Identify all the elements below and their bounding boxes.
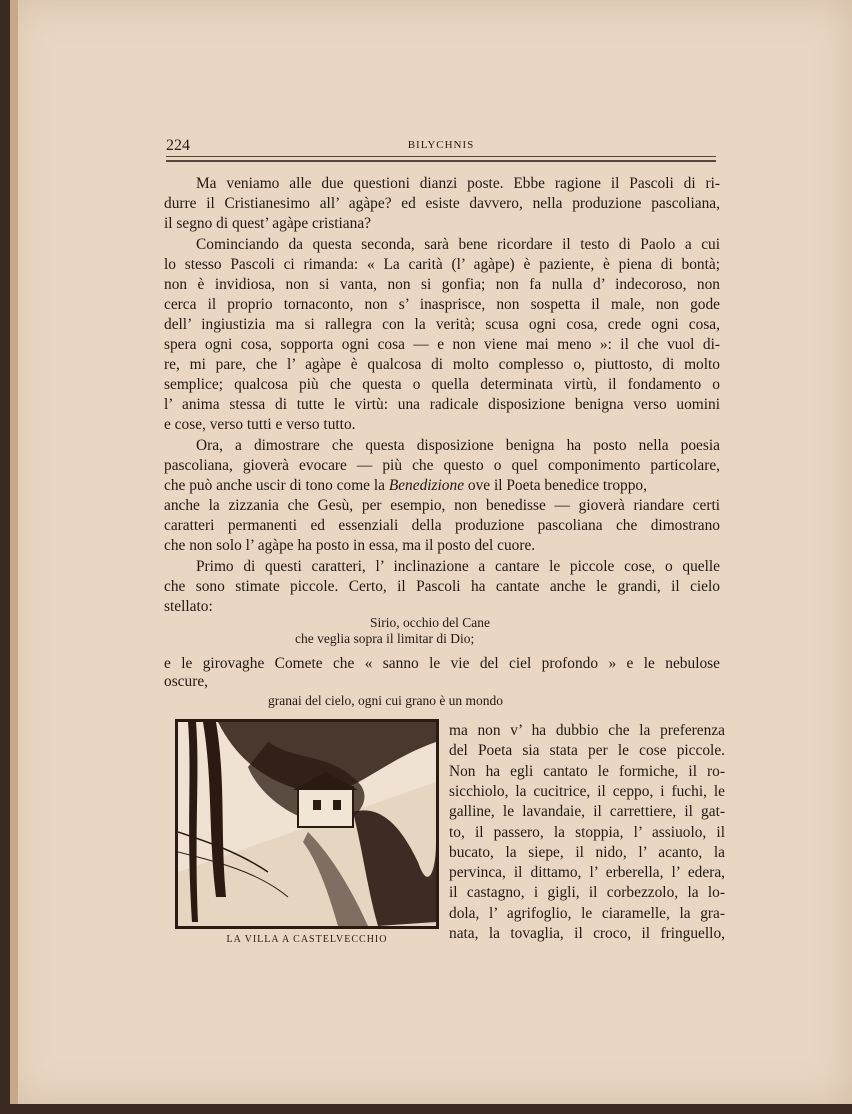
text-line: anche la zizzania che Gesù, per esempio, non benedisse — gioverà riandare certi [164, 497, 720, 514]
text-line: il castagno, i gigli, il corbezzolo, la lo- [449, 884, 725, 901]
page-number: 224 [166, 137, 190, 154]
villa-illustration-icon [178, 722, 436, 926]
text-line: non è invidiosa, non si vanta, non si gonfia; non fa nulla d’ indecoroso, non [164, 276, 720, 293]
text-line: l’ anima stessa di tutte le virtù: una radicale disposizione benigna verso uomini [164, 396, 720, 413]
text-line: spera ogni cosa, sopporta ogni cosa — e non viene mai meno »: il che vuol di- [164, 336, 720, 353]
text-fragment: ove il Poeta benedice troppo, [467, 477, 647, 494]
text-line: bucato, la siepe, il nido, l’ acanto, la [449, 844, 725, 861]
text-line: e cose, verso tutti e verso tutto. [164, 416, 356, 433]
villa-woodcut-illustration [175, 719, 439, 929]
text-fragment: che può anche uscir di tono come la [164, 477, 385, 494]
text-line: Non ha egli cantato le formiche, il ro- [449, 763, 725, 780]
text-line: galline, le lavandaie, il carrettiere, il gat- [449, 803, 725, 820]
text-line: oscure, [164, 673, 209, 690]
verse-line: che veglia sopra il limitar di Dio; [295, 631, 475, 646]
text-line: pascoliana, gioverà evocare — più che questo o quel componimento particolare, [164, 457, 720, 474]
verse-line: Sirio, occhio del Cane [370, 615, 490, 630]
text-line: dola, l’ agrifoglio, le ciaramelle, la gra- [449, 905, 725, 922]
text-line: semplice; qualcosa più che questa o quella determinata virtù, il fondamento o [164, 376, 720, 393]
text-line: stellato: [164, 598, 213, 615]
book-page [10, 0, 852, 1104]
text-line: caratteri permanenti ed essenziali della produzione pascoliana che dimostrano [164, 517, 720, 534]
text-line: sicchiolo, la cucitrice, il ceppo, i fuchi, le [449, 783, 725, 800]
running-title: BILYCHNIS [407, 139, 475, 151]
text-line: Ma veniamo alle due questioni dianzi poste. Ebbe ragione il Pascoli di ri- [196, 175, 720, 192]
verse-line: granai del cielo, ogni cui grano è un mondo [268, 693, 504, 708]
text-line-with-title [164, 476, 720, 496]
text-line: il segno di quest’ agàpe cristiana? [164, 215, 371, 232]
text-line: cerca il proprio tornaconto, non s’ inasprisce, non sospetta il male, non gode [164, 296, 720, 313]
text-line: lo stesso Pascoli ci rimanda: « La carità (l’ agàpe) è paziente, è piena di bontà; [164, 256, 720, 273]
header-rule-bottom [166, 160, 716, 162]
text-line: pervinca, il dittamo, l’ erberella, l’ edera, [449, 864, 725, 881]
running-header [166, 137, 716, 153]
text-line: che sono stimate piccole. Certo, il Pascoli ha cantate anche le grandi, il cielo [164, 578, 720, 595]
figure-caption: LA VILLA A CASTELVECCHIO [226, 934, 388, 945]
text-line: del Poeta sia stata per le cose piccole. [449, 742, 725, 759]
text-line: re, mi pare, che l’ agàpe è qualcosa di molto complesso o, piuttosto, di molto [164, 356, 720, 373]
text-line: dell’ ingiustizia ma si rallegra con la verità; scusa ogni cosa, crede ogni cosa, [164, 316, 720, 333]
text-line: Ora, a dimostrare che questa disposizione benigna ha posto nella poesia [196, 437, 720, 454]
text-line: to, il passero, la stoppia, l’ assiuolo, il [449, 824, 725, 841]
text-line: che non solo l’ agàpe ha posto in essa, ma il posto del cuore. [164, 537, 536, 554]
text-line: Cominciando da questa seconda, sarà bene ricordare il testo di Paolo a cui [196, 236, 720, 253]
text-line: e le girovaghe Comete che « sanno le vie del ciel profondo » e le nebulose [164, 655, 720, 672]
text-line: ma non v’ ha dubbio che la preferenza [449, 722, 725, 739]
text-line: durre il Cristianesimo all’ agàpe? ed esiste davvero, nella produzione pascoliana, [164, 195, 720, 212]
header-rule-top [166, 156, 716, 157]
text-line: Primo di questi caratteri, l’ inclinazione a cantare le piccole cose, o quelle [196, 558, 720, 575]
work-title: Benedizione [388, 477, 465, 494]
text-line: nata, la tovaglia, il croco, il fringuello, [449, 925, 725, 942]
